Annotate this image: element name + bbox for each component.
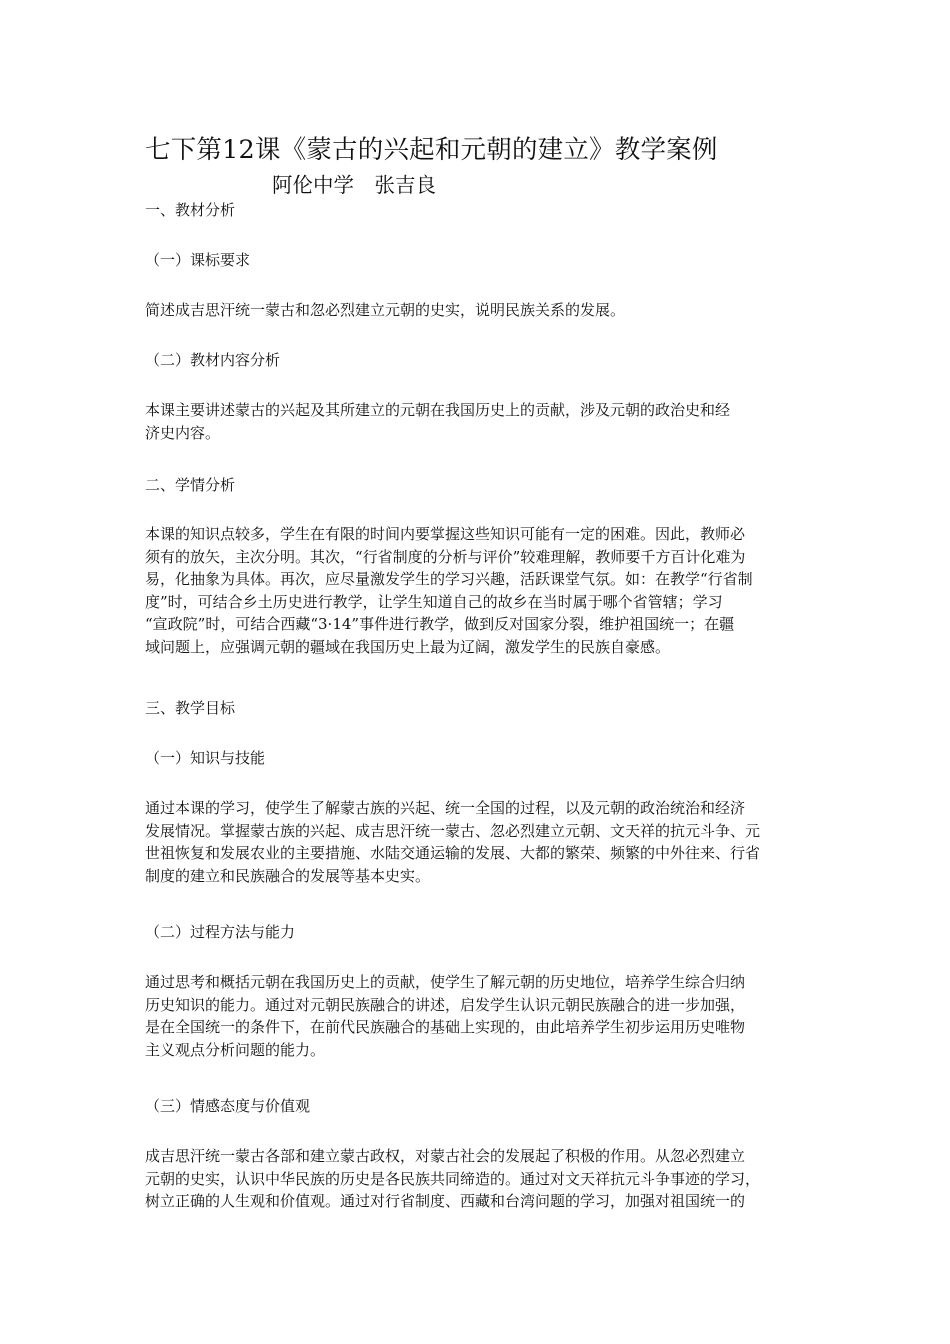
text-line: 域问题上，应强调元朝的疆域在我国历史上最为辽阔，激发学生的民族自豪感。: [145, 637, 671, 656]
text-line: 通过本课的学习，使学生了解蒙古族的兴起、统一全国的过程，以及元朝的政治统治和经济: [145, 799, 746, 817]
text-line: “宣政院”时，可结合西藏“3·14”事件进行教学，做到反对国家分裂，维护祖国统一；在疆: [145, 615, 735, 633]
text-line: 发展情况。掌握蒙古族的兴起、成吉思汗统一蒙古、忽必烈建立元朝、文天祥的抗元斗争、元: [145, 821, 761, 840]
section-heading-textbook-analysis: 一、教材分析: [145, 201, 236, 219]
document-title: 七下第12课《蒙古的兴起和元朝的建立》教学案例: [145, 135, 718, 165]
document-author: 阿伦中学 张吉良: [272, 173, 436, 197]
text-line: 制度的建立和民族融合的发展等基本史实。: [145, 866, 431, 885]
subheading-knowledge-skills: （一）知识与技能: [145, 749, 266, 767]
text-line: 是在全国统一的条件下，在前代民族融合的基础上实现的，由此培养学生初步运用历史唯物: [145, 1018, 746, 1036]
text-line: 成吉思汗统一蒙古各部和建立蒙古政权，对蒙古社会的发展起了积极的作用。从忽必烈建立: [145, 1147, 746, 1165]
subheading-curriculum-requirements: （一）课标要求: [145, 251, 251, 269]
section-heading-teaching-objectives: 三、教学目标: [145, 699, 236, 717]
text-line: 济史内容。: [145, 423, 221, 442]
text-line: 历史知识的能力。通过对元朝民族融合的讲述，启发学生认识元朝民族融合的进一步加强，: [145, 995, 746, 1014]
text-line: 主义观点分析问题的能力。: [145, 1040, 326, 1059]
subheading-content-analysis: （二）教材内容分析: [145, 351, 281, 369]
paragraph-content-analysis: [145, 399, 825, 444]
text-line: 本课主要讲述蒙古的兴起及其所建立的元朝在我国历史上的贡献，涉及元朝的政治史和经: [145, 401, 731, 419]
text-line: 元朝的史实，认识中华民族的历史是各民族共同缔造的。通过对文天祥抗元斗争事迹的学习，: [145, 1169, 761, 1188]
text-line: 本课的知识点较多，学生在有限的时间内要掌握这些知识可能有一定的困难。因此，教师必: [145, 525, 746, 543]
paragraph-curriculum-requirements: [145, 299, 825, 322]
text-line: 度”时，可结合乡土历史进行教学，让学生知道自己的故乡在当时属于哪个省管辖；学习: [145, 592, 723, 611]
text-line: 通过思考和概括元朝在我国历史上的贡献，使学生了解元朝的历史地位，培养学生综合归纳: [145, 973, 746, 991]
paragraph-emotions-values: [145, 1145, 825, 1213]
subheading-process-methods: （二）过程方法与能力: [145, 923, 296, 941]
paragraph-process-methods: [145, 971, 825, 1061]
text-line: 树立正确的人生观和价值观。通过对行省制度、西藏和台湾问题的学习，加强对祖国统一的: [145, 1192, 746, 1210]
text-line: 简述成吉思汗统一蒙古和忽必烈建立元朝的史实，说明民族关系的发展。: [145, 301, 626, 319]
paragraph-knowledge-skills: [145, 797, 825, 887]
text-line: 须有的放矢，主次分明。其次，“行省制度的分析与评价”较难理解，教师要千方百计化难为: [145, 547, 746, 566]
subheading-emotions-values: （三）情感态度与价值观: [145, 1097, 311, 1115]
section-heading-student-analysis: 二、学情分析: [145, 476, 236, 494]
paragraph-student-analysis: [145, 523, 825, 658]
text-line: 世祖恢复和发展农业的主要措施、水陆交通运输的发展、大都的繁荣、频繁的中外往来、行省: [145, 844, 761, 862]
text-line: 易，化抽象为具体。再次，应尽量激发学生的学习兴趣，活跃课堂气氛。如：在教学“行省制: [145, 570, 753, 588]
